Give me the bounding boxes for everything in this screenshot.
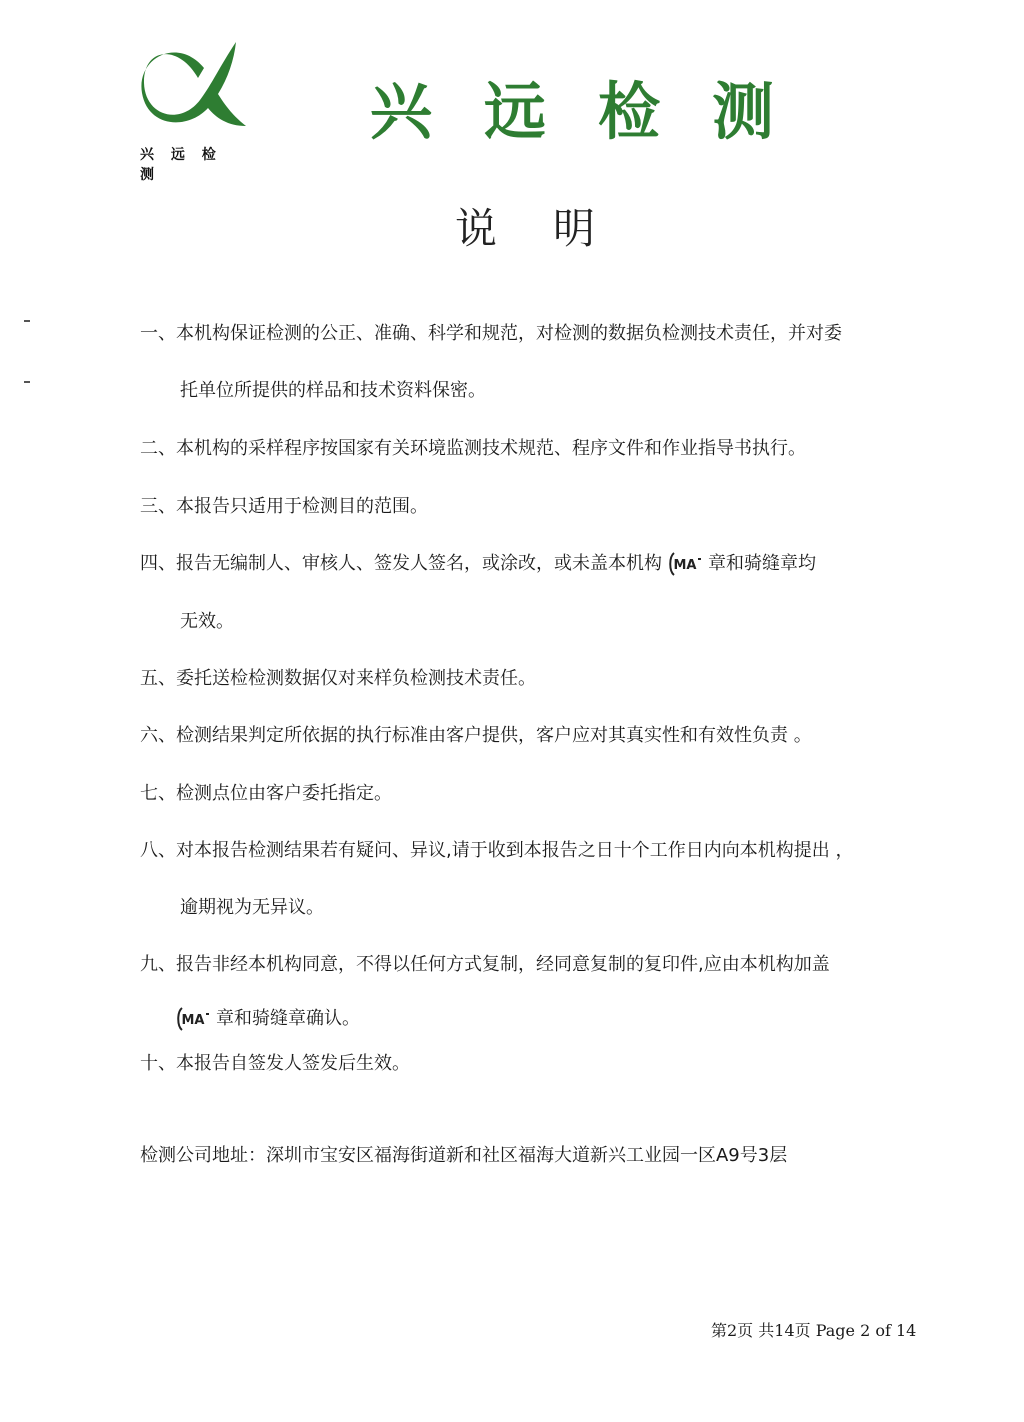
statement-5: 五、委托送检检测数据仅对来样负检测技术责任。 [140, 668, 536, 689]
statement-4-text-a: 四、报告无编制人、审核人、签发人签名，或涂改，或未盖本机构 [140, 553, 662, 574]
statement-6: 六、检测结果判定所依据的执行标准由客户提供，客户应对其真实性和有效性负责 。 [140, 725, 812, 746]
brand-name: 兴远检测 [370, 75, 827, 148]
page-number: 第2页 共14页 Page 2 of 14 [711, 1321, 917, 1340]
statement-9-line1: 九、报告非经本机构同意，不得以任何方式复制，经同意复制的复印件,应由本机构加盖 [140, 954, 830, 975]
statement-9-text: 章和骑缝章确认。 [216, 1008, 360, 1029]
statement-4-text-b: 章和骑缝章均 [708, 553, 816, 574]
logo-caption: 兴 远 检 测 [140, 147, 222, 183]
company-logo-icon [138, 38, 250, 128]
svg-text:MA: MA [673, 558, 697, 573]
margin-mark [24, 320, 30, 322]
margin-mark [24, 381, 30, 383]
company-address: 检测公司地址：深圳市宝安区福海街道新和社区福海大道新兴工业园一区A9号3层 [140, 1145, 788, 1166]
statement-1-line2: 托单位所提供的样品和技术资料保密。 [180, 380, 486, 401]
statement-10: 十、本报告自签发人签发后生效。 [140, 1053, 410, 1074]
statement-8-line1: 八、对本报告检测结果若有疑问、异议,请于收到本报告之日十个工作日内向本机构提出 ， [140, 840, 854, 861]
page-title: 说明 [455, 204, 652, 253]
statement-7: 七、检测点位由客户委托指定。 [140, 783, 392, 804]
cma-stamp-icon [668, 551, 702, 577]
statement-1-line1: 一、本机构保证检测的公正、准确、科学和规范，对检测的数据负检测技术责任，并对委 [140, 323, 842, 344]
statement-3: 三、本报告只适用于检测目的范围。 [140, 496, 428, 517]
statement-2: 二、本机构的采样程序按国家有关环境监测技术规范、程序文件和作业指导书执行。 [140, 438, 806, 459]
svg-text:MA: MA [181, 1013, 205, 1028]
cma-stamp-icon [176, 1006, 210, 1032]
statement-4-line1 [140, 551, 940, 577]
statement-8-line2: 逾期视为无异议。 [180, 897, 324, 918]
statement-4-line2: 无效。 [180, 611, 234, 632]
statement-9-line2 [176, 1006, 976, 1032]
